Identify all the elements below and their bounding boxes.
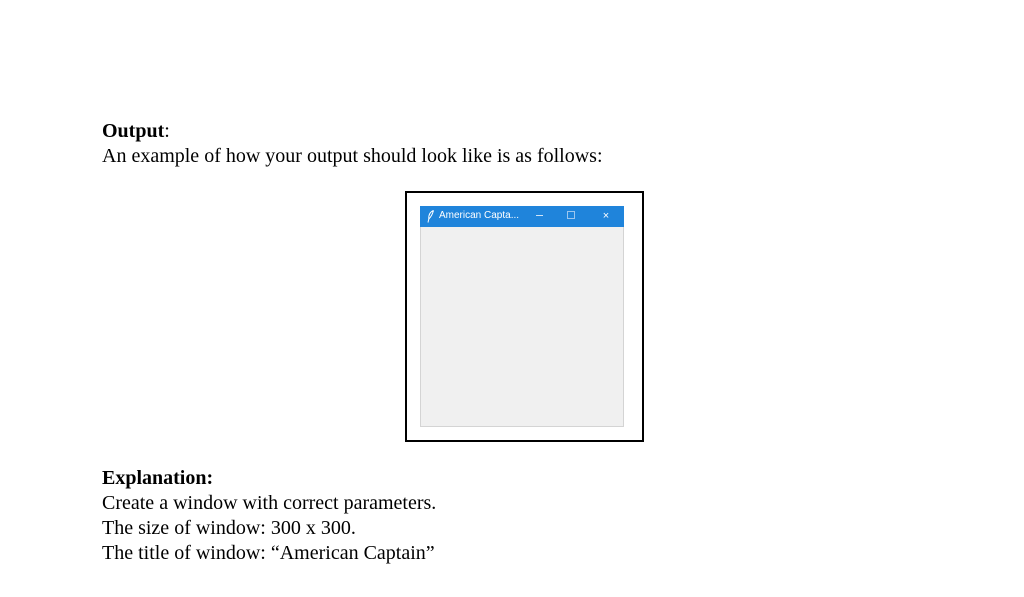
example-output-frame: [405, 191, 644, 442]
output-section: [102, 119, 603, 169]
minimize-button[interactable]: [529, 206, 549, 227]
close-button[interactable]: ×: [602, 210, 610, 222]
output-heading: Output: [102, 120, 165, 142]
explanation-section: [102, 466, 436, 566]
maximize-icon: [567, 211, 575, 219]
minimize-icon: [536, 215, 543, 216]
output-heading-line: [102, 119, 603, 144]
output-description: An example of how your output should look like is as follows:: [102, 145, 603, 167]
window-title: American Capta...: [439, 210, 520, 221]
feather-icon: [427, 210, 435, 223]
explanation-line-2: The size of window: 300 x 300.: [102, 517, 356, 539]
maximize-button[interactable]: [561, 206, 581, 227]
example-window: [420, 206, 624, 427]
explanation-line-1: Create a window with correct parameters.: [102, 492, 437, 514]
window-titlebar: [420, 206, 624, 227]
explanation-line-3: The title of window: “American Captain”: [102, 542, 435, 564]
explanation-heading: Explanation:: [102, 467, 214, 489]
output-heading-colon: :: [164, 120, 170, 142]
